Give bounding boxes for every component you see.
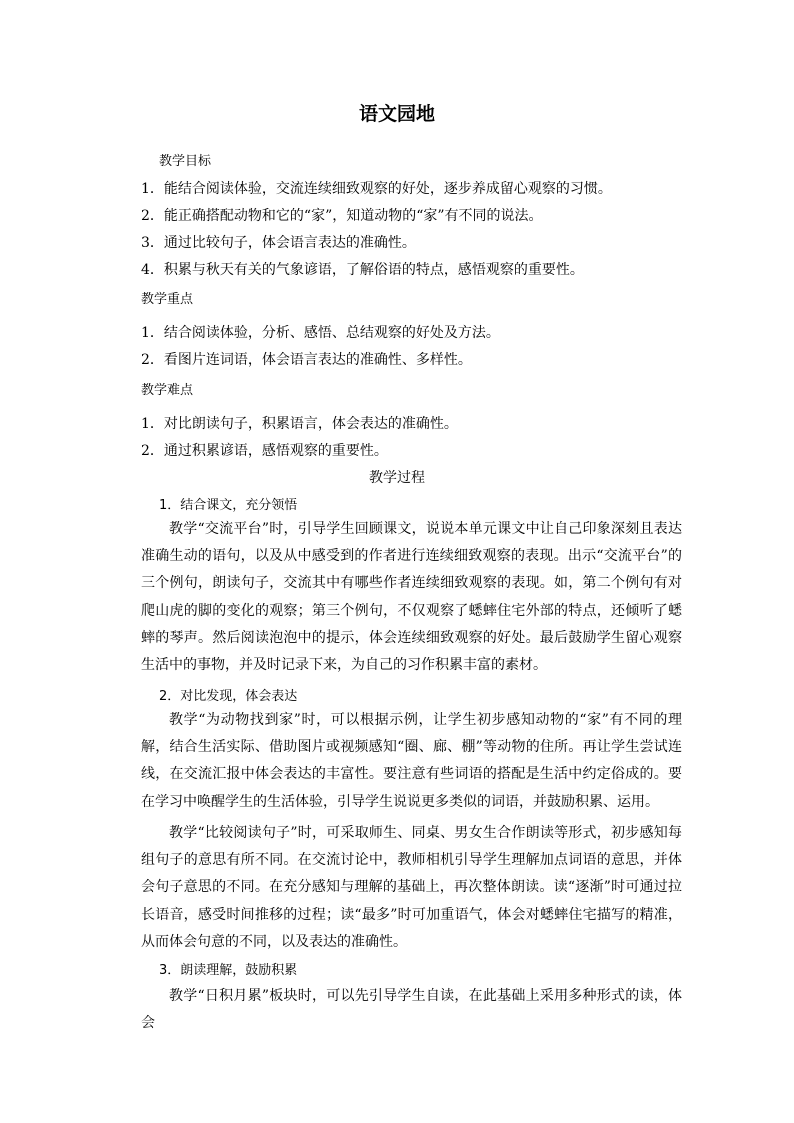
- difficulty-item-2: 2．通过积累谚语，感悟观察的重要性。: [141, 443, 388, 459]
- process-heading: 教学过程: [369, 470, 425, 486]
- section-2-paragraph-1: 教学“为动物找到家”时，可以根据示例，让学生初步感知动物的“家”有不同的理解，结合生活实际、借助图片或视频感知“圈、廊、棚”等动物的住所。再让学生尝试连线，在交流汇报中体会表达的丰富性。要注意有些词语的搭配是生活中约定俗成的。要在学习中唤醒学生的生活体验，引导学生说说更多类似的词语，并鼓励积累、运用。: [141, 712, 682, 810]
- goal-item-4: 4．积累与秋天有关的气象谚语，了解俗语的特点，感悟观察的重要性。: [141, 262, 584, 278]
- focus-item-1: 1．结合阅读体验，分析、感悟、总结观察的好处及方法。: [141, 325, 500, 341]
- page-title: 语文园地: [358, 103, 435, 125]
- section-2-heading: 2．对比发现，体会表达: [159, 689, 298, 704]
- section-3-paragraph: 教学“日积月累”板块时，可以先引导学生自读，在此基础上采用多种形式的读，体会: [141, 988, 682, 1032]
- difficulty-item-1: 1．对比朗读句子，积累语言，体会表达的准确性。: [141, 416, 458, 432]
- difficulty-heading: 教学难点: [141, 383, 194, 398]
- focus-item-2: 2．看图片连词语，体会语言表达的准确性、多样性。: [141, 352, 472, 368]
- focus-heading: 教学重点: [141, 292, 194, 307]
- goals-heading: 教学目标: [159, 154, 212, 169]
- goal-item-3: 3．通过比较句子，体会语言表达的准确性。: [141, 235, 416, 251]
- section-1-heading: 1．结合课文，充分领悟: [159, 498, 298, 513]
- goal-item-1: 1．能结合阅读体验，交流连续细致观察的好处，逐步养成留心观察的习惯。: [141, 181, 612, 197]
- goal-item-2: 2．能正确搭配动物和它的“家”，知道动物的“家”有不同的说法。: [141, 208, 543, 224]
- section-2-paragraph-2: 教学“比较阅读句子”时，可采取师生、同桌、男女生合作朗读等形式，初步感知每组句子的意思有所不同。在交流讨论中，教师相机引导学生理解加点词语的意思，并体会句子意思的不同。在充分感知与理解的基础上，再次整体朗读。读“逐渐”时可通过拉长语音，感受时间推移的过程；读“最多”时可加重语气，体会对蟋蟀住宅描写的精准，从而体会句意的不同，以及表达的准确性。: [141, 825, 682, 950]
- section-3-heading: 3．朗读理解，鼓励积累: [159, 963, 298, 978]
- section-1-paragraph: 教学“交流平台”时，引导学生回顾课文，说说本单元课文中让自己印象深刻且表达准确生动的语句，以及从中感受到的作者进行连续细致观察的表现。出示“交流平台”的三个例句，朗读句子，交流其中有哪些作者连续细致观察的表现。如，第二个例句有对爬山虎的脚的变化的观察；第三个例句，不仅观察了蟋蟀住宅外部的特点，还倾听了蟋蟀的琴声。然后阅读泡泡中的提示，体会连续细致观察的好处。最后鼓励学生留心观察生活中的事物，并及时记录下来，为自己的习作积累丰富的素材。: [141, 521, 682, 674]
